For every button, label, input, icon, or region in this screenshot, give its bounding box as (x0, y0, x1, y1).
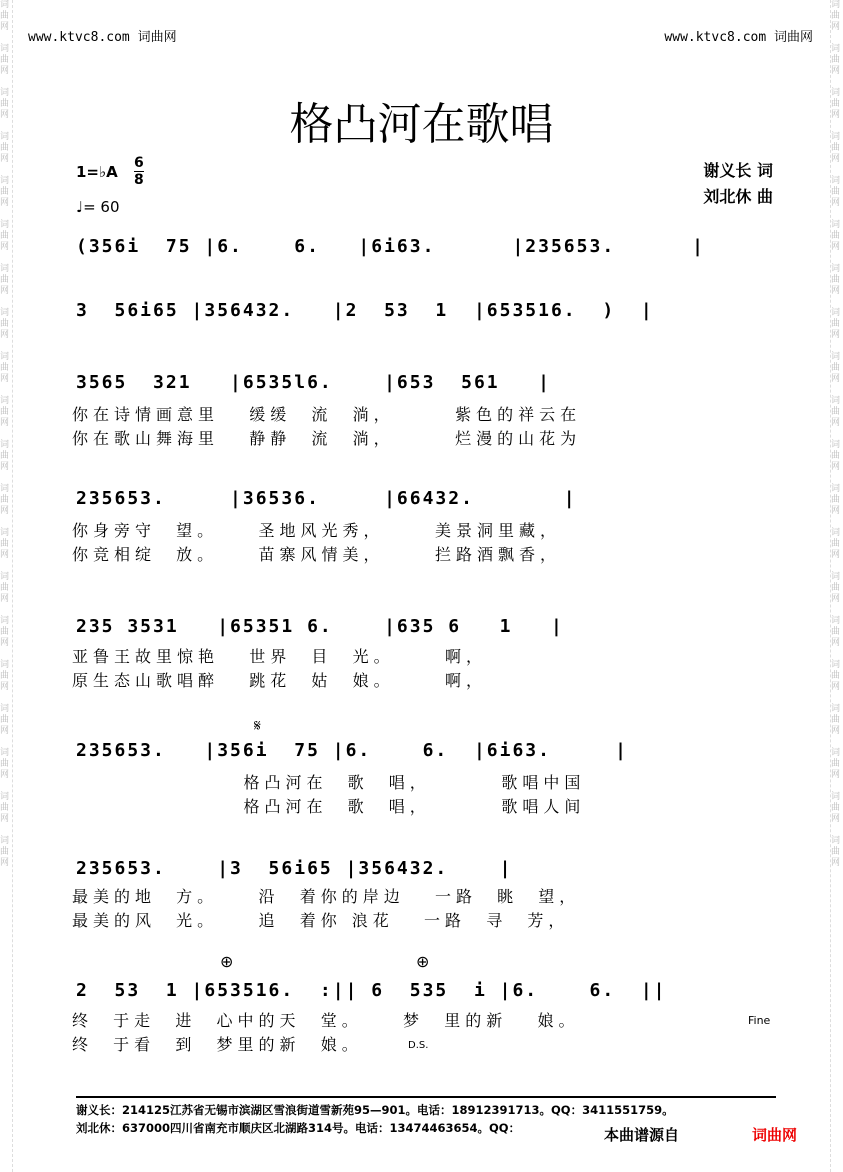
side-watermark: 词曲网 (0, 792, 10, 824)
lyric-line: 原生态山歌唱醉 跳花 姑 娘。 啊， (72, 671, 488, 690)
side-watermark: 词曲网 (0, 88, 10, 120)
meter-denominator: 8 (134, 172, 144, 188)
side-watermark: 词曲网 (831, 836, 841, 868)
composer-contact: 刘北休：637000四川省南充市顺庆区北湖路314号。电话：13474463654。QQ： (76, 1121, 521, 1135)
side-watermark: 词曲网 (0, 264, 10, 296)
lyricist-contact: 谢义长：214125江苏省无锡市滨湖区雪浪街道雪新苑95—901。电话：18912391713。QQ：3411551759。 (76, 1103, 674, 1117)
side-watermark: 词曲网 (831, 440, 841, 472)
notation-row (72, 488, 777, 522)
side-watermark: 词曲网 (0, 704, 10, 736)
side-watermark: 词曲网 (831, 352, 841, 384)
notes: 235653. |36536. |66432. | (76, 488, 577, 509)
notation-row (72, 372, 777, 406)
side-watermark: 词曲网 (0, 616, 10, 648)
key-signature: 1=♭A (76, 163, 118, 181)
side-watermark: 词曲网 (0, 396, 10, 428)
notes: 3 56i65 |356432. |2 53 1 |653516. ) | (76, 300, 654, 321)
side-watermark: 词曲网 (0, 352, 10, 384)
side-watermark: 词曲网 (831, 88, 841, 120)
side-watermark: 词曲网 (831, 220, 841, 252)
lyric-line: 你竞相绽 放。 苗寨风情美， 拦路酒飘香， (72, 545, 561, 564)
coda-icon: ⊕ (416, 952, 430, 971)
side-watermark: 词曲网 (831, 660, 841, 692)
notes: 235 3531 |65351 6. |635 6 1 | (76, 616, 564, 637)
lyric-line: 终 于看 到 梦里的新 娘。 (72, 1035, 383, 1054)
side-watermark: 词曲网 (0, 44, 10, 76)
side-watermark: 词曲网 (831, 176, 841, 208)
lyric-line: 最美的风 光。 追 着你 浪花 一路 寻 芳， (72, 911, 570, 930)
side-watermark: 词曲网 (0, 220, 10, 252)
side-watermark: 词曲网 (0, 836, 10, 868)
notation-row (72, 740, 777, 774)
site-link-right[interactable]: www.ktvc8.com 词曲网 (664, 30, 813, 45)
notes: 2 53 1 |653516. :|| 6 535 i |6. 6. || (76, 980, 667, 1001)
lyric-line: 格凸河在 歌 唱， 歌唱中国 (72, 773, 586, 792)
lyric-line: 亚鲁王故里惊艳 世界 目 光。 啊， (72, 647, 488, 666)
side-watermark: 词曲网 (0, 176, 10, 208)
lyric-line: 你身旁守 望。 圣地风光秀， 美景洞里藏， (72, 521, 561, 540)
side-watermark: 词曲网 (0, 484, 10, 516)
side-watermark: 词曲网 (831, 704, 841, 736)
side-watermark: 词曲网 (0, 528, 10, 560)
source-note: 本曲谱源自 (604, 1126, 680, 1144)
side-watermark: 词曲网 (831, 528, 841, 560)
notation-row (72, 300, 777, 334)
meter-numerator: 6 (134, 155, 144, 171)
side-watermark: 词曲网 (831, 484, 841, 516)
side-watermark: 词曲网 (831, 396, 841, 428)
side-watermark: 词曲网 (831, 792, 841, 824)
notes: 235653. |3 56i65 |356432. | (76, 858, 513, 879)
side-watermark: 词曲网 (0, 748, 10, 780)
right-watermark-strip (830, 0, 843, 1172)
segno-icon: 𝄋 (254, 716, 261, 735)
ds-marking: D.S. (408, 1040, 429, 1051)
notation-row (72, 236, 777, 270)
side-watermark: 词曲网 (831, 44, 841, 76)
lyric-line: 终 于走 进 心中的天 堂。 梦 里的新 娘。 (72, 1011, 580, 1030)
side-watermark: 词曲网 (831, 616, 841, 648)
song-title: 格凸河在歌唱 (289, 99, 554, 150)
side-watermark: 词曲网 (831, 308, 841, 340)
notes: 235653. |356i 75 |6. 6. |6i63. | (76, 740, 628, 761)
lyricist-credit: 谢义长 词 (703, 161, 773, 180)
site-link-left[interactable]: www.ktvc8.com 词曲网 (28, 30, 177, 45)
composer-credit: 刘北休 曲 (703, 187, 773, 206)
brand-logo[interactable]: 词曲网 (752, 1126, 798, 1144)
side-watermark: 词曲网 (831, 264, 841, 296)
side-watermark: 词曲网 (0, 440, 10, 472)
side-watermark: 词曲网 (0, 0, 10, 32)
footer-rule (76, 1096, 776, 1098)
tempo-marking: ♩= 60 (76, 198, 120, 216)
side-watermark: 词曲网 (831, 748, 841, 780)
lyric-line: 最美的地 方。 沿 着你的岸边 一路 眺 望， (72, 887, 581, 906)
side-watermark: 词曲网 (0, 132, 10, 164)
notes: 3565 321 |6535l6. |653 561 | (76, 372, 551, 393)
notes: (356i 75 |6. 6. |6i63. |235653. | (76, 236, 706, 257)
lyric-line: 格凸河在 歌 唱， 歌唱人间 (72, 797, 586, 816)
side-watermark: 词曲网 (0, 660, 10, 692)
side-watermark: 词曲网 (831, 132, 841, 164)
lyric-line: 你在诗情画意里 缓缓 流 淌， 紫色的祥云在 (72, 405, 582, 424)
time-signature (134, 155, 144, 188)
side-watermark: 词曲网 (831, 0, 841, 32)
side-watermark: 词曲网 (0, 308, 10, 340)
fine-marking: Fine (748, 1014, 771, 1027)
left-watermark-strip (0, 0, 13, 1172)
side-watermark: 词曲网 (0, 572, 10, 604)
lyric-line: 你在歌山舞海里 静静 流 淌， 烂漫的山花为 (72, 429, 582, 448)
side-watermark: 词曲网 (831, 572, 841, 604)
coda-icon: ⊕ (220, 952, 234, 971)
